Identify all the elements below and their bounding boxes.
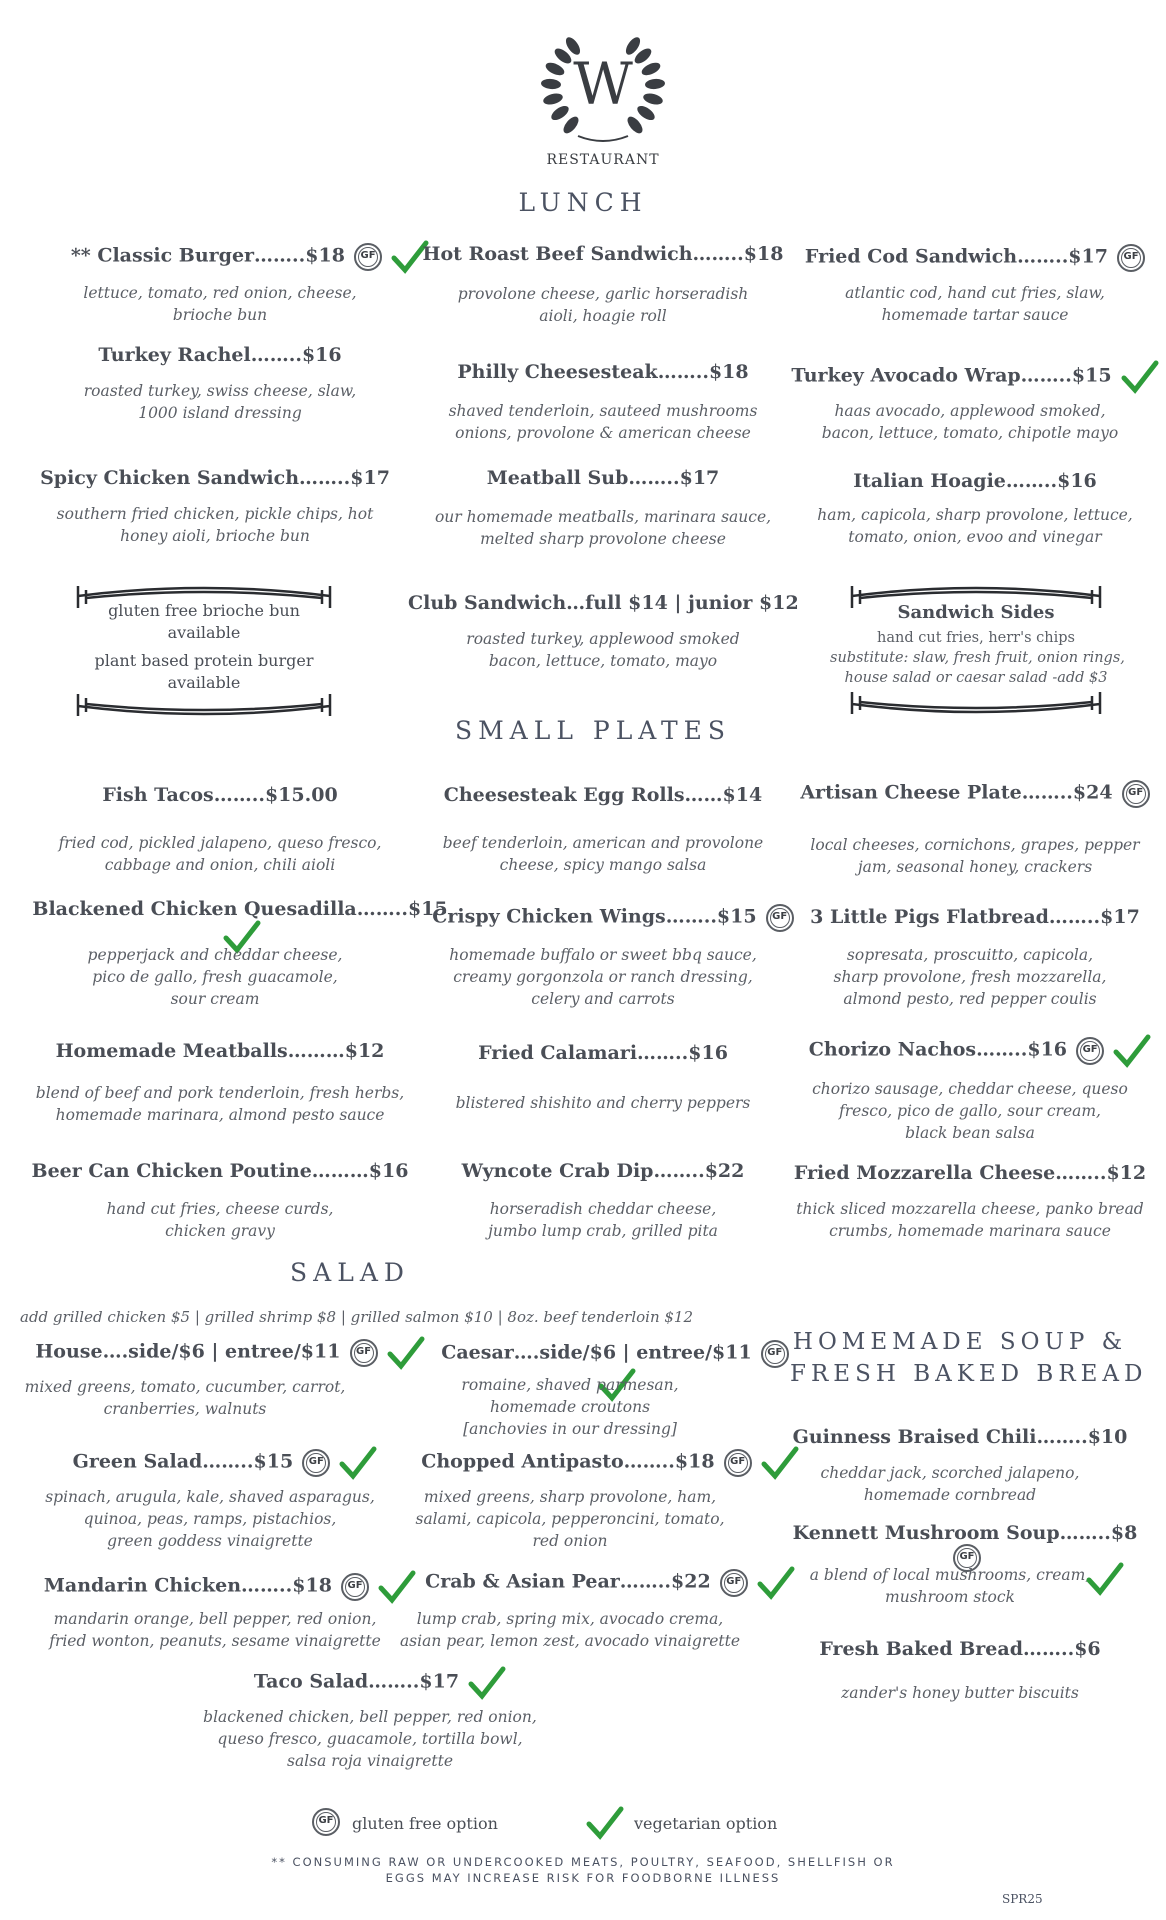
menu-item-turkey-rachel: Turkey Rachel……..$16 [98, 344, 342, 366]
item-desc: ham, capicola, sharp provolone, lettuce, tomato, onion, evoo and vinegar [817, 506, 1133, 546]
menu-item-blackened-quesadilla: Blackened Chicken Quesadilla……..$15 [20, 898, 460, 954]
menu-item-caesar-salad: Caesar….side/$6 | entree/$11 GF [430, 1340, 800, 1402]
menu-item-meatball-sub: Meatball Sub……..$17 [486, 467, 720, 489]
logo-name: RESTAURANT [546, 152, 660, 168]
item-desc: haas avocado, applewood smoked, bacon, lettuce, tomato, chipotle mayo [821, 402, 1119, 442]
menu-item-flatbread: 3 Little Pigs Flatbread……..$17 [810, 906, 1140, 928]
menu-item-mandarin-chicken: Mandarin Chicken……..$18 GF [40, 1570, 420, 1604]
legend-gf-label: gluten free option [352, 1814, 498, 1833]
menu-item-crab-dip: Wyncote Crab Dip……..$22 [461, 1160, 745, 1182]
gluten-free-badge-icon: GF [1122, 780, 1150, 808]
menu-item-club-sandwich: Club Sandwich…full $14 | junior $12 [408, 592, 799, 614]
item-desc: southern fried chicken, pickle chips, hot honey aioli, brioche bun [56, 505, 374, 545]
menu-item-fish-tacos: Fish Tacos……..$15.00 [102, 784, 338, 806]
gluten-free-badge-icon: GF [312, 1808, 340, 1836]
menu-item-classic-burger [60, 240, 440, 274]
item-desc: atlantic cod, hand cut fries, slaw, homemade tartar sauce [845, 284, 1105, 324]
logo-letter: W [573, 50, 633, 118]
item-desc: shaved tenderloin, sauteed mushrooms onions, provolone & american cheese [448, 402, 758, 442]
item-desc: beef tenderloin, american and provolone cheese, spicy mango salsa [442, 834, 764, 874]
menu-item-turkey-avocado-wrap: Turkey Avocado Wrap……..$15 [790, 360, 1160, 394]
vegetarian-check-icon [1086, 1562, 1124, 1596]
vegetarian-check-icon [468, 1666, 506, 1700]
item-desc: pepperjack and cheddar cheese, pico de gallo, fresh guacamole, sour cream [87, 946, 343, 1008]
menu-code: SPR25 [1002, 1892, 1043, 1906]
item-desc: blend of beef and pork tenderloin, fresh herbs, homemade marinara, almond pesto sauce [35, 1084, 405, 1124]
menu-item-cheesesteak-egg-rolls: Cheesesteak Egg Rolls……$14 [443, 784, 763, 806]
logo [533, 28, 673, 178]
section-soup-bread: HOMEMADE SOUP & FRESH BAKED BREAD [790, 1329, 1148, 1387]
menu-item-hot-roast-beef: Hot Roast Beef Sandwich……..$18 [422, 243, 784, 265]
salad-addons: add grilled chicken $5 | grilled shrimp $8 | grilled salmon $10 | 8oz. beef tenderloin $12 [20, 1308, 694, 1326]
item-desc: lump crab, spring mix, avocado crema, asian pear, lemon zest, avocado vinaigrette [399, 1610, 741, 1650]
gluten-free-badge-icon: GF [350, 1339, 378, 1367]
legend-veg-label: vegetarian option [634, 1814, 778, 1833]
vegetarian-check-icon [1121, 360, 1159, 394]
menu-item-fried-cod: Fried Cod Sandwich……..$17 GF [800, 244, 1150, 272]
menu-item-artisan-cheese-plate: Artisan Cheese Plate……..$24 GF [790, 780, 1160, 808]
item-desc: roasted turkey, swiss cheese, slaw, 1000 island dressing [83, 382, 357, 422]
burger-notes: gluten free brioche bun available plant based protein burger available [94, 601, 314, 692]
legend [312, 1806, 812, 1846]
vegetarian-check-icon [387, 1336, 425, 1370]
gluten-free-badge-icon: GF [341, 1573, 369, 1601]
item-desc: blackened chicken, bell pepper, red onion, queso fresco, guacamole, tortilla bowl, salsa roja vinaigrette [203, 1708, 537, 1770]
item-desc: romaine, shaved parmesan, homemade croutons [anchovies in our dressing] [461, 1376, 679, 1438]
vegetarian-check-icon [1113, 1034, 1151, 1068]
item-desc: roasted turkey, applewood smoked bacon, lettuce, tomato, mayo [466, 630, 740, 670]
menu-item-chorizo-nachos: Chorizo Nachos……..$16 GF [790, 1034, 1166, 1068]
item-desc: cheddar jack, scorched jalapeno, homemade cornbread [820, 1464, 1080, 1504]
item-desc: hand cut fries, cheese curds, chicken gravy [106, 1200, 334, 1240]
item-desc: mixed greens, tomato, cucumber, carrot, cranberries, walnuts [24, 1378, 346, 1418]
gluten-free-badge-icon: GF [302, 1449, 330, 1477]
vegetarian-check-icon [339, 1446, 377, 1480]
gluten-free-badge-icon: GF [761, 1340, 789, 1368]
item-desc: lettuce, tomato, red onion, cheese, brioche bun [83, 284, 357, 324]
menu-item-fried-mozzarella: Fried Mozzarella Cheese……..$12 [793, 1162, 1147, 1184]
menu-item-chopped-antipasto: Chopped Antipasto……..$18 GF [420, 1446, 800, 1480]
decorative-frame-bottom [76, 692, 332, 720]
item-desc: blistered shishito and cherry peppers [455, 1094, 751, 1112]
section-salad: SALAD [290, 1258, 410, 1287]
menu-item-house-salad: House….side/$6 | entree/$11 GF [20, 1336, 440, 1370]
item-desc: spinach, arugula, kale, shaved asparagus, quinoa, peas, ramps, pistachios, green goddess vinaigrette [45, 1488, 375, 1550]
gluten-free-badge-icon: GF [1117, 244, 1145, 272]
menu-item-spicy-chicken: Spicy Chicken Sandwich……..$17 [40, 467, 390, 489]
sandwich-sides-title: Sandwich Sides [897, 602, 1055, 623]
decorative-frame-bottom [850, 690, 1102, 718]
menu-item-fried-calamari: Fried Calamari……..$16 [478, 1042, 728, 1064]
item-desc: mixed greens, sharp provolone, ham, salami, capicola, pepperoncini, tomato, red onion [415, 1488, 725, 1550]
item-desc: horseradish cheddar cheese, jumbo lump crab, grilled pita [488, 1200, 718, 1240]
foodborne-warning: ** CONSUMING RAW OR UNDERCOOKED MEATS, POULTRY, SEAFOOD, SHELLFISH OR EGGS MAY INCREASE RISK FOR FOODBORNE ILLNESS [271, 1855, 895, 1885]
item-desc: provolone cheese, garlic horseradish aioli, hoagie roll [457, 285, 749, 325]
sandwich-sides-desc: hand cut fries, herr's chips substitute: slaw, fresh fruit, onion rings, house salad or caesar salad -add $3 [830, 630, 1125, 686]
gluten-free-badge-icon: GF [724, 1449, 752, 1477]
menu-item-crispy-chicken-wings: Crispy Chicken Wings……..$15 GF [418, 904, 808, 932]
gluten-free-badge-icon: GF [1076, 1037, 1104, 1065]
item-desc: chorizo sausage, cheddar cheese, queso fresco, pico de gallo, sour cream, black bean salsa [812, 1080, 1128, 1142]
menu-item-crab-asian-pear: Crab & Asian Pear……..$22 GF [420, 1566, 800, 1600]
section-small-plates: SMALL PLATES [454, 716, 732, 745]
gluten-free-badge-icon: GF [953, 1544, 981, 1572]
section-lunch: LUNCH [518, 188, 648, 217]
item-desc: zander's honey butter biscuits [841, 1684, 1079, 1702]
vegetarian-check-icon [586, 1806, 624, 1840]
menu-item-guinness-chili: Guinness Braised Chili……..$10 [792, 1426, 1128, 1448]
item-desc: our homemade meatballs, marinara sauce, melted sharp provolone cheese [434, 508, 772, 548]
gluten-free-badge-icon: GF [720, 1569, 748, 1597]
menu-item-taco-salad: Taco Salad……..$17 [210, 1666, 550, 1700]
menu-item-italian-hoagie: Italian Hoagie……..$16 [853, 470, 1097, 492]
menu-item-mushroom-soup: Kennett Mushroom Soup……..$8 GF [780, 1522, 1150, 1572]
gluten-free-badge-icon: GF [766, 904, 794, 932]
item-title: ** Classic Burger……..$18 [70, 244, 345, 267]
item-desc: homemade buffalo or sweet bbq sauce, creamy gorgonzola or ranch dressing, celery and carrots [449, 946, 757, 1008]
item-desc: mandarin orange, bell pepper, red onion, fried wonton, peanuts, sesame vinaigrette [49, 1610, 381, 1650]
item-desc: a blend of local mushrooms, cream, mushroom stock [809, 1566, 1091, 1606]
item-desc: local cheeses, cornichons, grapes, pepper jam, seasonal honey, crackers [810, 836, 1140, 876]
menu-item-homemade-meatballs: Homemade Meatballs………$12 [55, 1040, 385, 1062]
item-desc: thick sliced mozzarella cheese, panko bread crumbs, homemade marinara sauce [796, 1200, 1144, 1240]
gluten-free-badge-icon: GF [354, 243, 382, 271]
vegetarian-check-icon [378, 1570, 416, 1604]
menu-item-philly-cheesesteak: Philly Cheesesteak……..$18 [457, 361, 749, 383]
menu-item-fresh-baked-bread: Fresh Baked Bread……..$6 [819, 1638, 1101, 1660]
menu-item-poutine: Beer Can Chicken Poutine………$16 [31, 1160, 409, 1182]
item-desc: sopresata, proscuitto, capicola, sharp provolone, fresh mozzarella, almond pesto, red pepper coulis [833, 946, 1107, 1008]
item-desc: fried cod, pickled jalapeno, queso fresco, cabbage and onion, chili aioli [58, 834, 382, 874]
menu-item-green-salad: Green Salad……..$15 GF [40, 1446, 410, 1480]
